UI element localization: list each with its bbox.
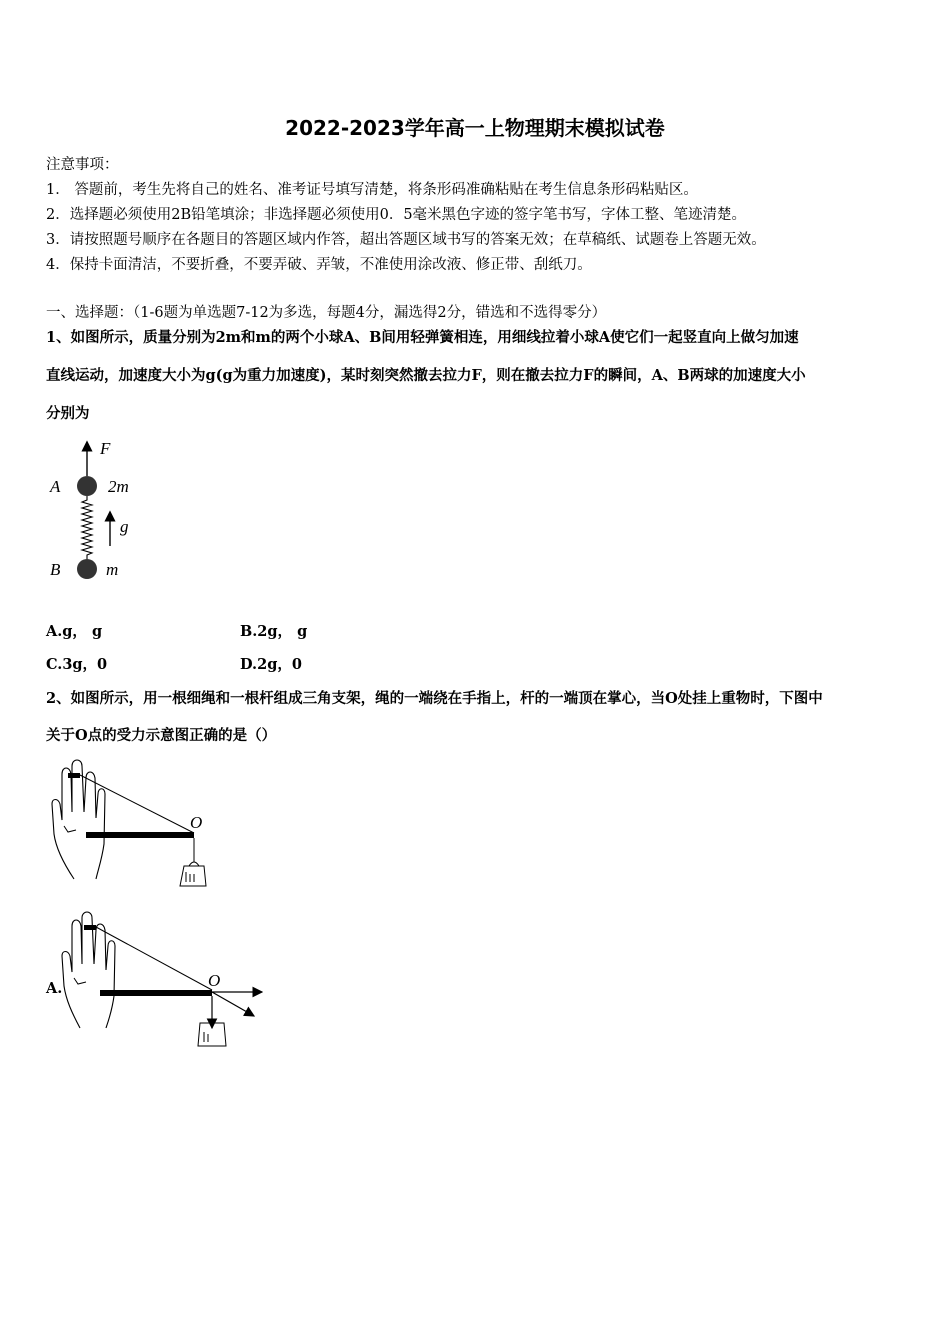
label-2m: 2m xyxy=(108,477,129,496)
label-a: A xyxy=(50,477,61,496)
section-heading: 一、选择题：（1-6题为单选题7-12为多选，每题4分，漏选得2分，错选和不选得零分） xyxy=(46,305,607,321)
label-f: F xyxy=(100,439,111,458)
ball-a xyxy=(77,476,97,496)
notice-item: 2．选择题必须使用2B铅笔填涂；非选择题必须使用0．5毫米黑色字迹的签字笔书写，字体工整、笔迹清楚。 xyxy=(46,207,747,223)
q2-text-line2: 关于O点的受力示意图正确的是（） xyxy=(46,727,277,744)
notice-item: 3．请按照题号顺序在各题目的答题区域内作答，超出答题区域书写的答案无效；在草稿纸、试题卷上答题无效。 xyxy=(46,232,766,248)
label-b: B xyxy=(50,560,61,579)
q1-text-line1: 1、如图所示，质量分别为2m和m的两个小球A、B间用轻弹簧相连，用细线拉着小球A使它们一起竖直向上做匀加速 xyxy=(46,329,799,346)
q1-spring-figure xyxy=(44,436,154,586)
weight xyxy=(180,866,206,886)
q1-option-d[interactable]: D.2g，0 xyxy=(240,656,302,673)
rod xyxy=(100,990,212,996)
force-tension-arrow xyxy=(212,992,254,1016)
notice-item: 1． 答题前，考生先将自己的姓名、准考证号填写清楚，将条形码准确粘贴在考生信息条形码粘贴区。 xyxy=(46,182,698,198)
q1-text-line3: 分别为 xyxy=(46,405,90,422)
ball-b xyxy=(77,559,97,579)
finger-knot xyxy=(68,773,80,778)
rod xyxy=(86,832,194,838)
finger-knot xyxy=(84,925,96,930)
palm-crease xyxy=(64,826,76,832)
q2-hand-figure xyxy=(44,754,224,894)
rope xyxy=(96,927,212,990)
q1-text-line2: 直线运动，加速度大小为g(g为重力加速度)，某时刻突然撤去拉力F，则在撤去拉力F的瞬间，A、B两球的加速度大小 xyxy=(46,367,806,384)
label-o: O xyxy=(208,971,221,990)
palm-crease xyxy=(74,978,86,984)
q1-option-c[interactable]: C.3g，0 xyxy=(46,656,108,673)
notice-item: 4．保持卡面清洁，不要折叠，不要弄破、弄皱，不准使用涂改液、修正带、刮纸刀。 xyxy=(46,257,592,273)
label-m: m xyxy=(106,560,119,579)
q1-option-b[interactable]: B.2g， g xyxy=(240,623,308,640)
page-title: 2022-2023学年高一上物理期末模拟试卷 xyxy=(285,116,665,140)
q1-option-a[interactable]: A.g， g xyxy=(46,623,103,640)
q2-text-line1: 2、如图所示，用一根细绳和一根杆组成三角支架，绳的一端绕在手指上，杆的一端顶在掌心，当O处挂上重物时，下图中 xyxy=(46,690,823,707)
q2-option-a-label[interactable]: A. xyxy=(46,980,63,997)
spring xyxy=(82,496,92,560)
q2-option-a-figure[interactable] xyxy=(60,908,275,1053)
notice-heading: 注意事项： xyxy=(46,157,119,173)
weight-hook xyxy=(189,862,199,866)
label-g: g xyxy=(120,517,129,536)
label-o: O xyxy=(190,813,203,832)
